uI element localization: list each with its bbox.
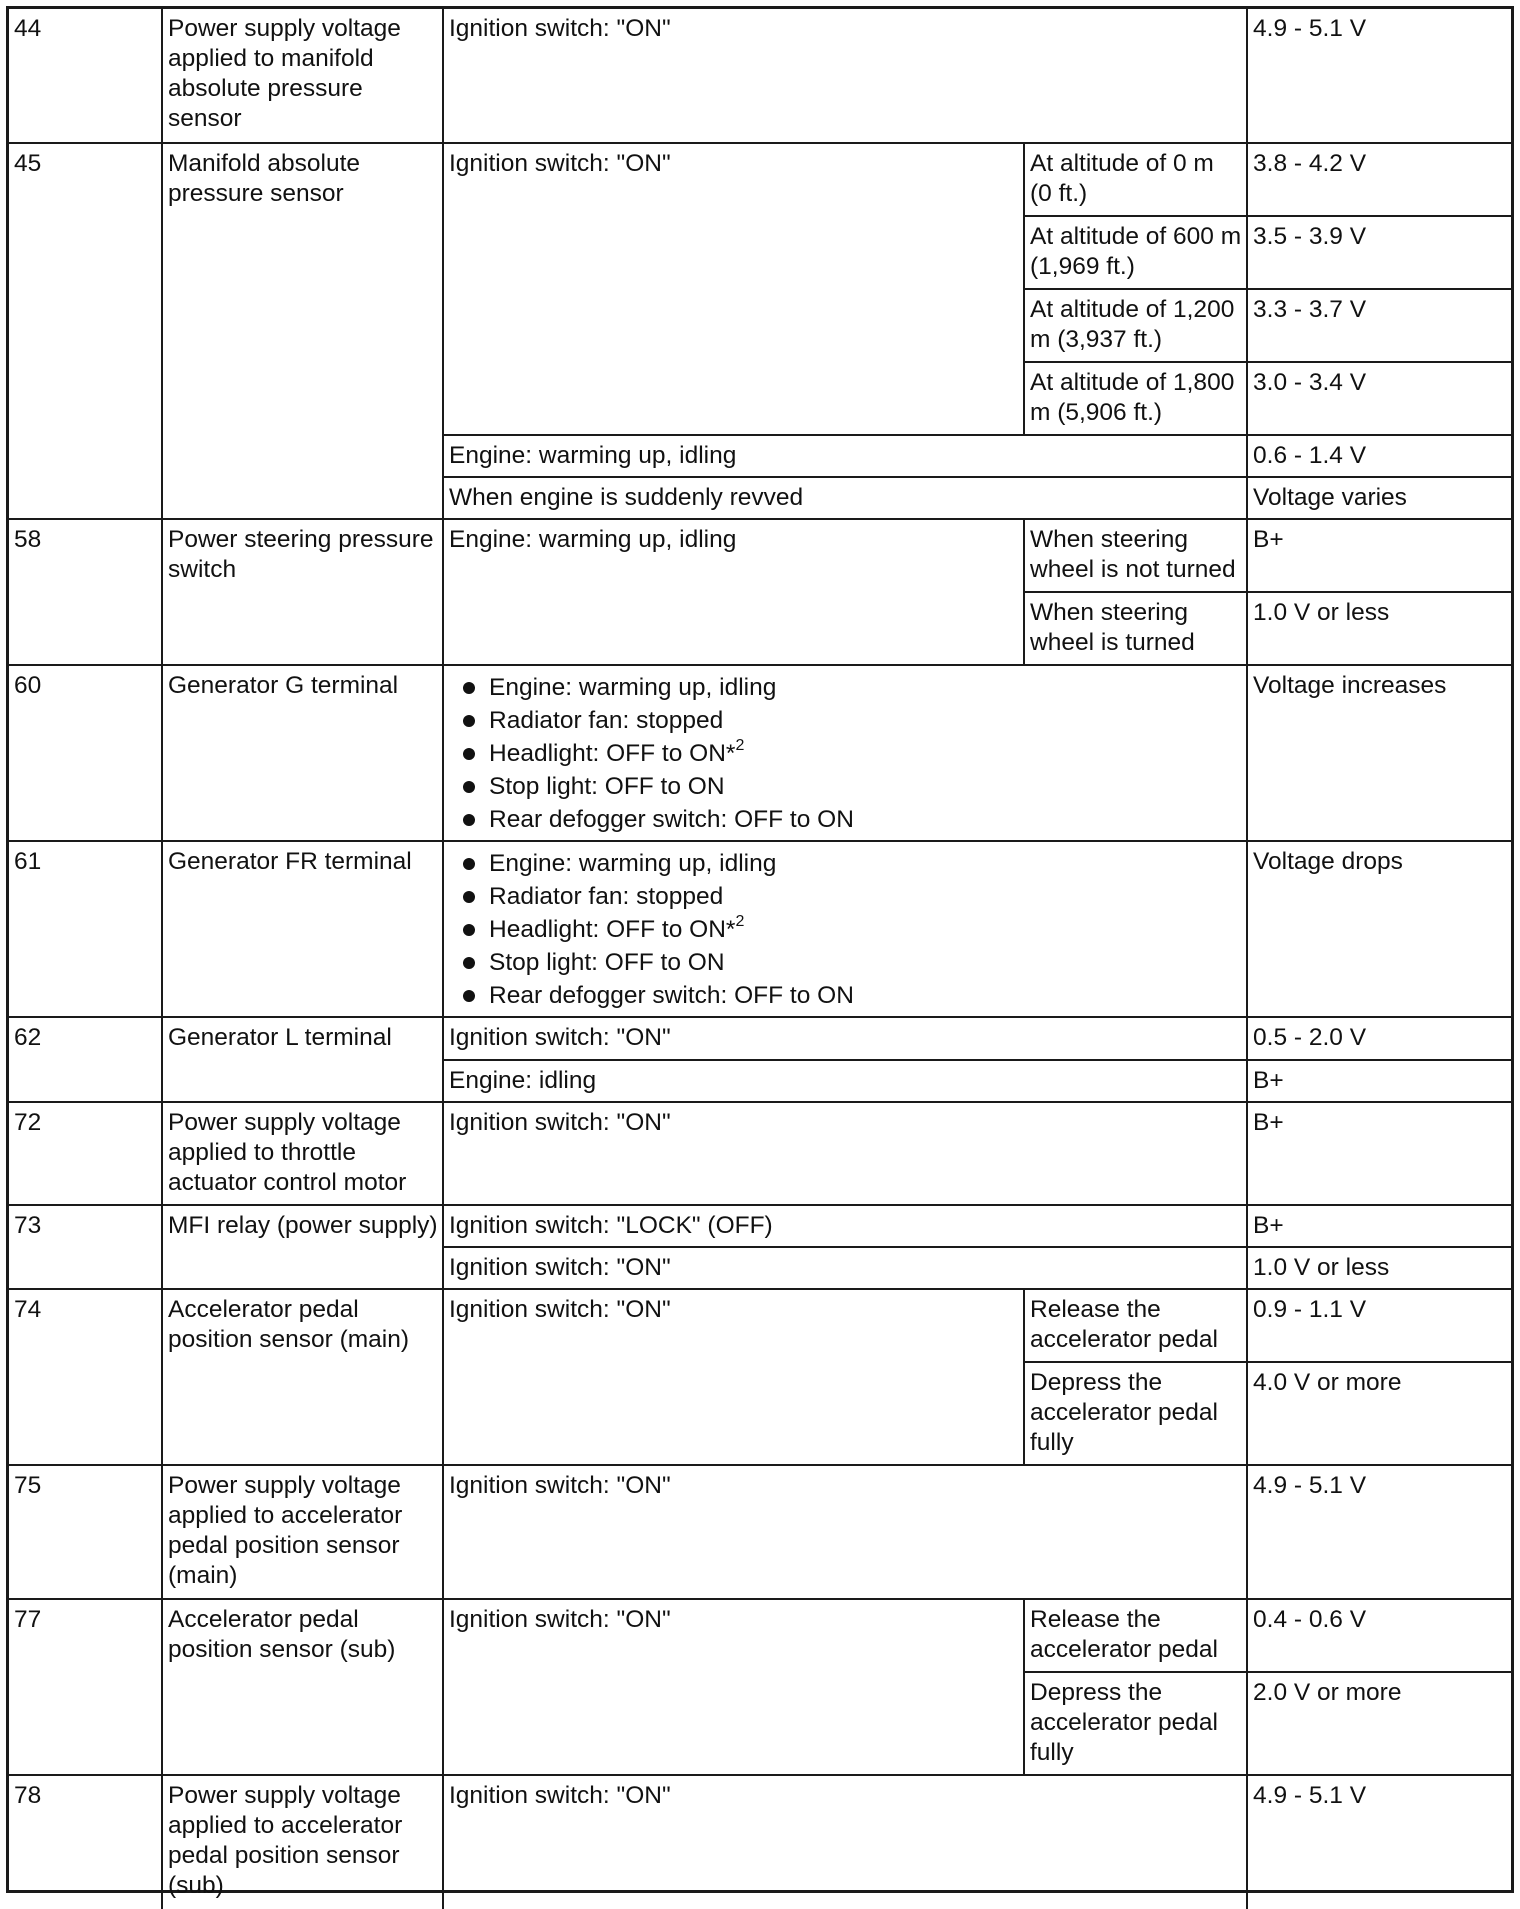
check-condition: Engine: idling — [443, 1060, 1247, 1102]
normal-condition: Voltage drops — [1247, 841, 1511, 1017]
check-item: Generator G terminal — [162, 665, 443, 841]
check-condition: Ignition switch: "ON" — [443, 1247, 1247, 1289]
normal-condition: B+ — [1247, 1205, 1511, 1247]
normal-condition: 0.4 - 0.6 V — [1247, 1599, 1511, 1672]
normal-condition: B+ — [1247, 519, 1511, 592]
terminal-number: 44 — [9, 9, 162, 143]
sub-condition: Release the accelerator pedal — [1024, 1289, 1247, 1362]
bullet-list — [449, 847, 1242, 1012]
table-row — [9, 841, 1511, 1017]
check-item: Power steering pressure switch — [162, 519, 443, 665]
sub-condition: Depress the accelerator pedal fully — [1024, 1672, 1247, 1775]
check-item: Power supply voltage applied to throttle actuator control motor — [162, 1102, 443, 1205]
list-item: Engine: warming up, idling — [449, 671, 1242, 704]
sub-condition: When steering wheel is turned — [1024, 592, 1247, 665]
normal-condition: 4.9 - 5.1 V — [1247, 1775, 1511, 1909]
check-condition: Ignition switch: "LOCK" (OFF) — [443, 1205, 1247, 1247]
normal-condition: B+ — [1247, 1102, 1511, 1205]
check-condition: Ignition switch: "ON" — [443, 143, 1024, 435]
check-condition: Engine: warming up, idling — [443, 519, 1024, 665]
terminal-number: 78 — [9, 1775, 162, 1909]
list-item: Radiator fan: stopped — [449, 704, 1242, 737]
list-item — [449, 737, 1242, 770]
sub-condition: At altitude of 1,200 m (3,937 ft.) — [1024, 289, 1247, 362]
table-row — [9, 1289, 1511, 1362]
normal-condition: 3.0 - 3.4 V — [1247, 362, 1511, 435]
list-item-text: Headlight: OFF to ON* — [489, 916, 736, 943]
table-row — [9, 519, 1511, 592]
list-item: Radiator fan: stopped — [449, 880, 1242, 913]
normal-condition: 4.9 - 5.1 V — [1247, 9, 1511, 143]
check-item: Generator FR terminal — [162, 841, 443, 1017]
footnote-mark: 2 — [735, 736, 745, 754]
sub-condition: Release the accelerator pedal — [1024, 1599, 1247, 1672]
sub-condition: At altitude of 600 m (1,969 ft.) — [1024, 216, 1247, 289]
list-item: Engine: warming up, idling — [449, 847, 1242, 880]
terminal-number: 73 — [9, 1205, 162, 1289]
table-row — [9, 1599, 1511, 1672]
bullet-list — [449, 671, 1242, 836]
check-condition: Ignition switch: "ON" — [443, 1289, 1024, 1465]
normal-condition: Voltage varies — [1247, 477, 1511, 519]
table-row — [9, 1102, 1511, 1205]
normal-condition: 0.5 - 2.0 V — [1247, 1017, 1511, 1060]
check-item: Power supply voltage applied to accelerator pedal position sensor (sub) — [162, 1775, 443, 1909]
terminal-number: 75 — [9, 1465, 162, 1599]
terminal-number: 60 — [9, 665, 162, 841]
normal-condition: Voltage increases — [1247, 665, 1511, 841]
terminal-number: 77 — [9, 1599, 162, 1775]
list-item: Rear defogger switch: OFF to ON — [449, 979, 1242, 1012]
table-row — [9, 1205, 1511, 1247]
check-item: Power supply voltage applied to manifold absolute pressure sensor — [162, 9, 443, 143]
check-item: Generator L terminal — [162, 1017, 443, 1102]
table-row — [9, 143, 1511, 216]
list-item: Stop light: OFF to ON — [449, 946, 1242, 979]
check-condition: When engine is suddenly revved — [443, 477, 1247, 519]
terminal-number: 61 — [9, 841, 162, 1017]
normal-condition: B+ — [1247, 1060, 1511, 1102]
check-condition: Ignition switch: "ON" — [443, 1017, 1247, 1060]
sub-condition: Depress the accelerator pedal fully — [1024, 1362, 1247, 1465]
check-condition: Engine: warming up, idling — [443, 435, 1247, 477]
check-condition-list — [443, 665, 1247, 841]
check-item: Manifold absolute pressure sensor — [162, 143, 443, 519]
table-row — [9, 9, 1511, 143]
check-condition: Ignition switch: "ON" — [443, 1465, 1247, 1599]
table-row — [9, 1775, 1511, 1909]
table-row — [9, 1017, 1511, 1060]
check-item: Power supply voltage applied to accelerator pedal position sensor (main) — [162, 1465, 443, 1599]
normal-condition: 0.6 - 1.4 V — [1247, 435, 1511, 477]
normal-condition: 1.0 V or less — [1247, 592, 1511, 665]
check-condition: Ignition switch: "ON" — [443, 1599, 1024, 1775]
list-item: Stop light: OFF to ON — [449, 770, 1242, 803]
normal-condition: 3.3 - 3.7 V — [1247, 289, 1511, 362]
normal-condition: 2.0 V or more — [1247, 1672, 1511, 1775]
normal-condition: 3.5 - 3.9 V — [1247, 216, 1511, 289]
terminal-number: 62 — [9, 1017, 162, 1102]
table-row — [9, 1465, 1511, 1599]
normal-condition: 4.0 V or more — [1247, 1362, 1511, 1465]
terminal-voltage-table-frame — [6, 6, 1514, 1899]
check-condition: Ignition switch: "ON" — [443, 9, 1247, 143]
sub-condition: When steering wheel is not turned — [1024, 519, 1247, 592]
check-condition: Ignition switch: "ON" — [443, 1775, 1247, 1909]
sub-condition: At altitude of 1,800 m (5,906 ft.) — [1024, 362, 1247, 435]
footnote-mark: 2 — [735, 912, 745, 930]
normal-condition: 1.0 V or less — [1247, 1247, 1511, 1289]
list-item: Rear defogger switch: OFF to ON — [449, 803, 1242, 836]
sub-condition: At altitude of 0 m (0 ft.) — [1024, 143, 1247, 216]
list-item-text: Headlight: OFF to ON* — [489, 740, 736, 767]
check-item: Accelerator pedal position sensor (main) — [162, 1289, 443, 1465]
terminal-number: 45 — [9, 143, 162, 519]
table-row — [9, 665, 1511, 841]
check-item: MFI relay (power supply) — [162, 1205, 443, 1289]
check-condition-list — [443, 841, 1247, 1017]
list-item — [449, 913, 1242, 946]
check-condition: Ignition switch: "ON" — [443, 1102, 1247, 1205]
terminal-voltage-table — [9, 9, 1511, 1909]
normal-condition: 0.9 - 1.1 V — [1247, 1289, 1511, 1362]
normal-condition: 4.9 - 5.1 V — [1247, 1465, 1511, 1599]
terminal-number: 72 — [9, 1102, 162, 1205]
check-item: Accelerator pedal position sensor (sub) — [162, 1599, 443, 1775]
terminal-number: 58 — [9, 519, 162, 665]
normal-condition: 3.8 - 4.2 V — [1247, 143, 1511, 216]
terminal-number: 74 — [9, 1289, 162, 1465]
